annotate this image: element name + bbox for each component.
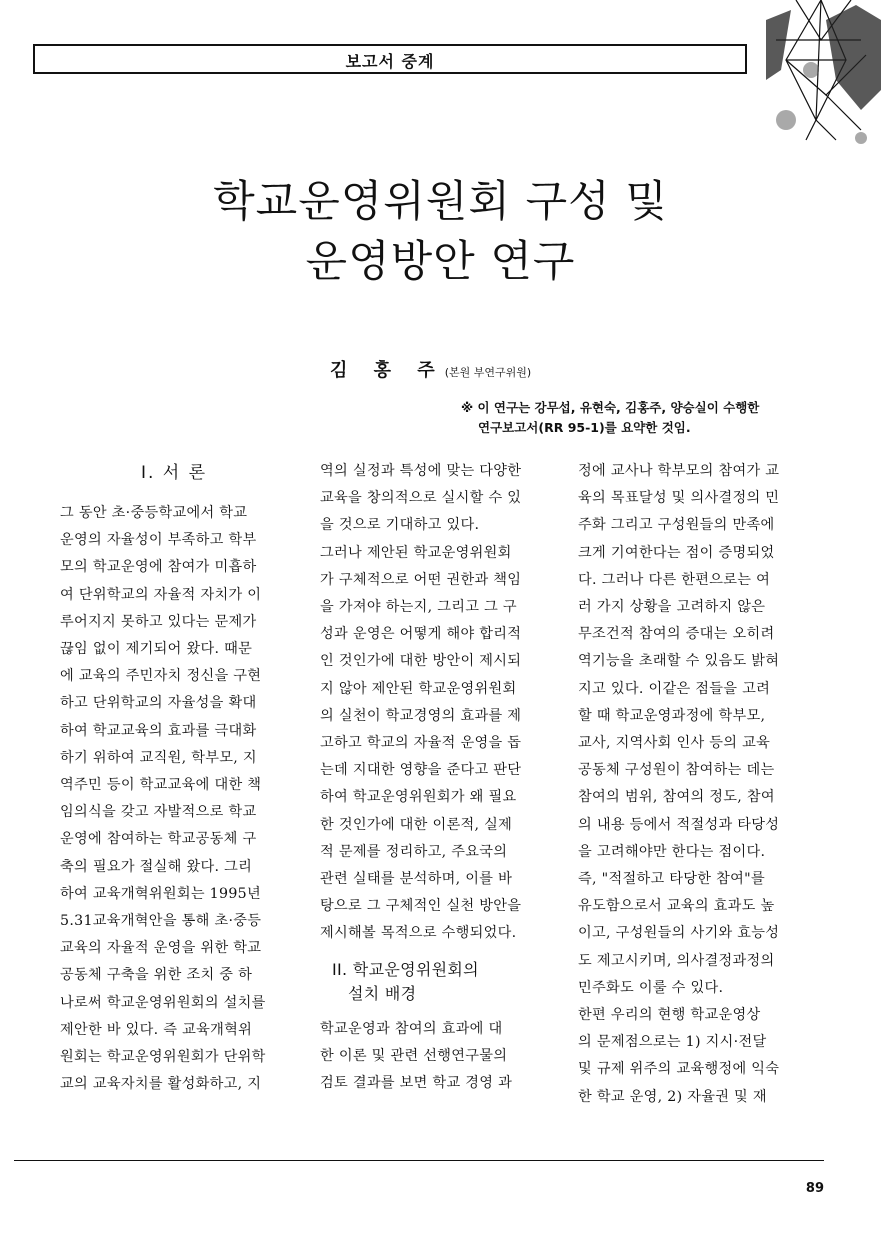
text-line: 정에 교사나 학부모의 참여가 교 [578,463,780,479]
text-line: 도 제고시키며, 의사결정과정의 [578,952,775,969]
text-line: 공동체 구성원이 참여하는 데는 [578,762,775,779]
text-line: 하여 교육개혁위원회는 1995년 [60,885,261,902]
text-line: 교의 교육자치를 활성화하고, 지 [60,1076,262,1093]
text-line: 유도함으로서 교육의 효과도 높 [578,898,775,915]
text-line: 하기 위하여 교직원, 학부모, 지 [60,749,257,766]
text-line: 한 이론 및 관련 선행연구물의 [320,1047,508,1064]
text-line: 하여 학교교육의 효과를 극대화 [60,722,257,739]
text-line: 검토 결과를 보면 학교 경영 과 [320,1075,513,1092]
column-1 [60,458,288,1098]
text-line: 교육의 자율적 운영을 위한 학교 [60,940,262,957]
text-line: 학교운영과 참여의 효과에 대 [320,1020,503,1037]
text-line: 제안한 바 있다. 즉 교육개혁위 [60,1021,253,1038]
research-note-line2: 연구보고서(RR 95-1)를 요약한 것임. [478,420,691,435]
text-line: 적 문제를 정리하고, 주요국의 [320,843,508,860]
text-line: 는데 지대한 영향을 준다고 판단 [320,762,522,779]
column-2 [320,458,548,1097]
text-line: 다. 그러나 다른 한편으로는 여 [578,571,771,588]
text-line: 교육을 창의적으로 실시할 수 있 [320,490,522,507]
text-line: 및 규제 위주의 교육행정에 익숙 [578,1061,780,1078]
text-line: 임의식을 갖고 자발적으로 학교 [60,804,257,821]
text-line: 의 내용 등에서 적절성과 타당성 [578,816,780,833]
page-number: 89 [805,1181,824,1196]
text-line: 가 구체적으로 어떤 권한과 책임 [320,571,522,588]
text-line: 탕으로 그 구체적인 실천 방안을 [320,898,522,915]
text-line: 그 동안 초·중등학교에서 학교 [60,505,248,521]
text-line: 운영에 참여하는 학교공동체 구 [60,831,257,848]
author-byline [330,356,531,382]
text-line: 인 것인가에 대한 방안이 제시되 [320,653,522,670]
research-note [461,398,759,438]
text-line: 역주민 등이 학교교육에 대한 책 [60,777,262,794]
text-line: 운영의 자율성이 부족하고 학부 [60,532,257,549]
text-line: 주화 그리고 구성원들의 만족에 [578,517,775,534]
text-line: 이고, 구성원들의 사기와 효능성 [578,925,780,942]
section-heading-line2: 설치 배경 [348,983,417,1003]
text-line: 그러나 제안된 학교운영위원회 [320,544,512,561]
text-line: 공동체 구축을 위한 조치 중 하 [60,967,253,984]
text-line: 참여의 범위, 참여의 정도, 참여 [578,789,775,806]
section-heading-introduction: I. 서 론 [140,463,208,483]
text-line: 크게 기여한다는 점이 증명되었 [578,544,775,561]
author-name: 김 홍 주 [330,360,445,381]
text-line: 을 고려해야만 한다는 점이다. [578,843,766,860]
text-line: 의 실천이 학교경영의 효과를 제 [320,707,522,724]
text-line: 역기능을 초래할 수 있음도 밝혀 [578,653,780,670]
column-1-paragraph [60,500,288,1098]
text-line: 을 가져야 하는지, 그리고 그 구 [320,599,517,616]
author-affiliation: (본원 부연구위원) [444,366,532,379]
text-line: 러 가지 상황을 고려하지 않은 [578,599,766,616]
text-line: 한 것인가에 대한 이론적, 실제 [320,816,513,833]
text-line: 한편 우리의 현행 학교운영상 [578,1007,761,1024]
text-line: 관련 실태를 분석하며, 이를 바 [320,871,513,888]
text-line: 무조건적 참여의 증대는 오히려 [578,626,775,643]
text-line: 역의 실정과 특성에 맞는 다양한 [320,463,522,479]
decorative-crystal-image [766,0,881,150]
text-line: 하고 단위학교의 자율성을 확대 [60,695,257,712]
column-3-paragraph [578,458,806,1111]
text-line: 지 않아 제안된 학교운영위원회 [320,680,517,697]
text-line: 고하고 학교의 자율적 운영을 돕 [320,735,522,752]
text-line: 성과 운영은 어떻게 해야 합리적 [320,626,522,643]
text-line: 루어지지 못하고 있다는 문제가 [60,613,257,630]
column-2-paragraph-a [320,458,548,948]
section-heading-line1: II. 학교운영위원회의 [332,959,479,979]
section-heading-background [332,958,548,1006]
text-line: 원회는 학교운영위원회가 단위학 [60,1049,266,1066]
text-line: 제시해볼 목적으로 수행되었다. [320,925,517,942]
text-line: 5.31교육개혁안을 통해 초·중등 [60,913,262,930]
text-line: 모의 학교운영에 참여가 미흡하 [60,559,257,576]
text-line: 즉, "적절하고 타당한 참여"를 [578,871,765,888]
text-line: 끊임 없이 제기되어 왔다. 때문 [60,641,253,658]
text-line: 지고 있다. 이같은 점들을 고려 [578,680,771,697]
text-line: 여 단위학교의 자율적 자치가 이 [60,586,262,603]
text-line: 민주화도 이룰 수 있다. [578,979,724,996]
text-line: 나로써 학교운영위원회의 설치를 [60,994,266,1011]
section-header-box [33,44,747,74]
section-header-label: 보고서 중계 [345,52,435,71]
text-line: 축의 필요가 절실해 왔다. 그리 [60,858,253,875]
column-3 [578,458,806,1111]
footer-rule [14,1160,824,1161]
text-line: 을 것으로 기대하고 있다. [320,517,480,534]
text-line: 한 학교 운영, 2) 자율권 및 재 [578,1088,767,1105]
text-line: 에 교육의 주민자치 정신을 구현 [60,668,262,685]
article-title-line2: 운영방안 연구 [305,237,576,287]
text-line: 육의 목표달성 및 의사결정의 민 [578,490,780,507]
article-title-line1: 학교운영위원회 구성 및 [213,177,668,227]
text-line: 교사, 지역사회 인사 등의 교육 [578,735,771,752]
text-line: 하여 학교운영위원회가 왜 필요 [320,789,517,806]
text-line: 의 문제점으로는 1) 지시·전달 [578,1034,767,1051]
research-note-line1: ※ 이 연구는 강무섭, 유현숙, 김홍주, 양승실이 수행한 [461,400,760,415]
column-2-paragraph-b [320,1016,548,1098]
text-line: 할 때 학교운영과정에 학부모, [578,707,766,724]
